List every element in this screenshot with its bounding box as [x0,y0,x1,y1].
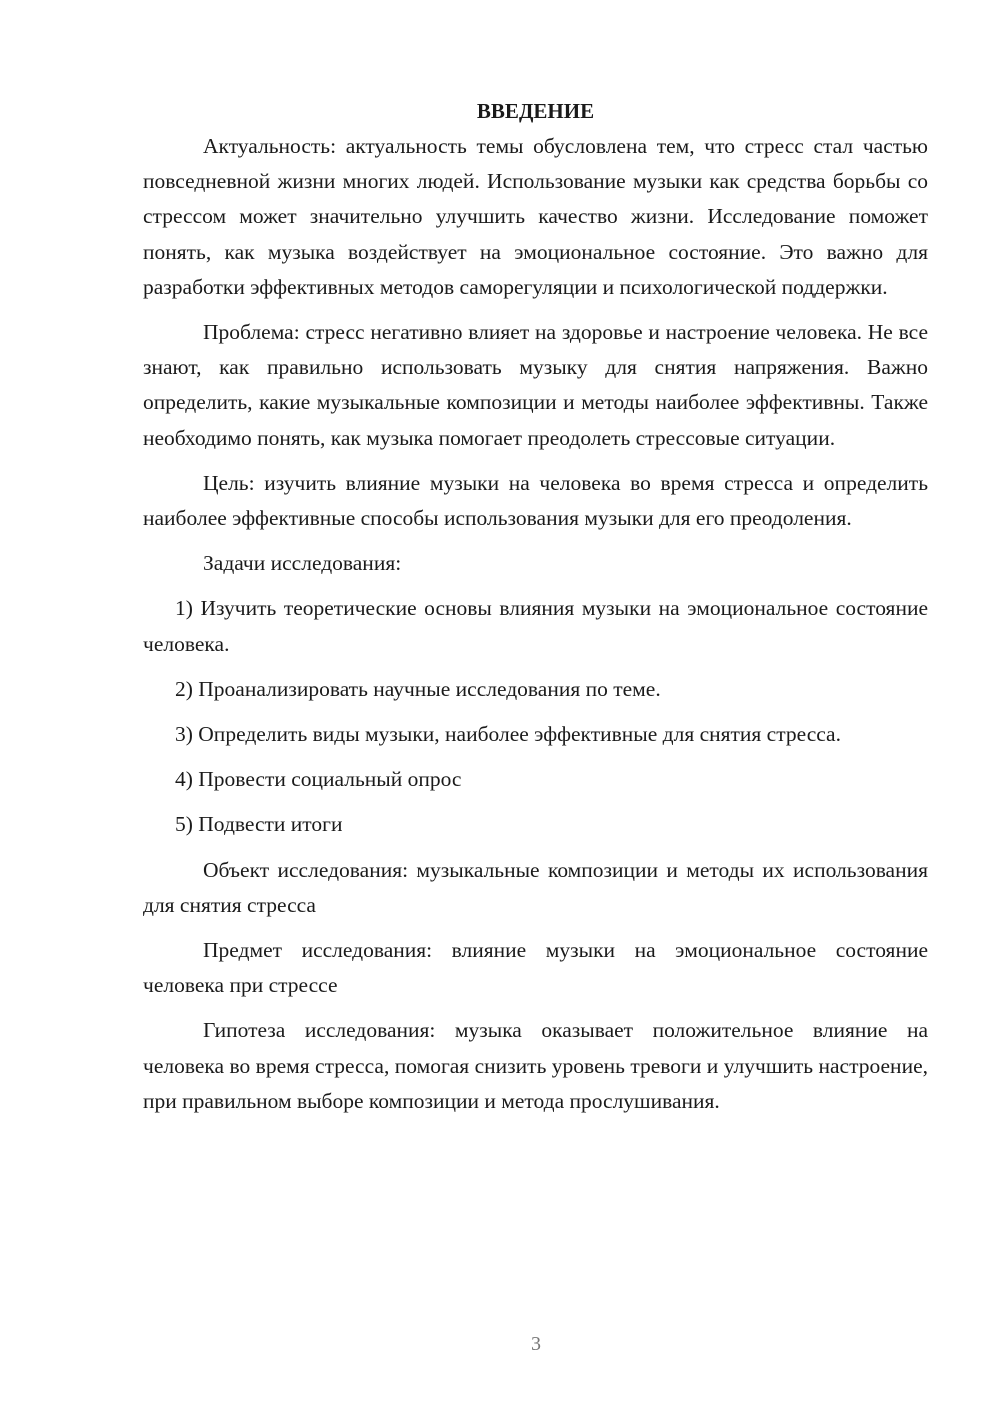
paragraph-spacer [143,536,928,546]
page-number: 3 [531,1333,541,1355]
task-item-3: 3) Определить виды музыки, наиболее эффективные для снятия стресса. [175,722,841,747]
section-title: ВВЕДЕНИЕ [476,99,595,123]
problem-paragraph: Проблема: стресс негативно влияет на здоровье и настроение человека. Не все знают, как правильно использовать музыку для снятия напряжения. Важно определить, какие музыкальные композиции и методы наиболее эффективны. Также необходимо понять, как музыка помогает преодолеть стрессовые ситуации. [143,320,928,450]
paragraph-spacer [143,305,928,315]
task-item-2: 2) Проанализировать научные исследования по теме. [175,676,661,701]
document-body [143,94,928,1119]
task-item-4: 4) Провести социальный опрос [175,767,462,792]
task-item-1: 1) Изучить теоретические основы влияния музыки на эмоциональное состояние человека. [143,596,928,656]
paragraph-spacer [143,456,928,466]
paragraph-spacer [143,581,928,591]
tasks-heading: Задачи исследования: [203,551,402,576]
paragraph-spacer [143,707,928,717]
task-item-5: 5) Подвести итоги [175,812,343,837]
subject-paragraph: Предмет исследования: влияние музыки на эмоциональное состояние человека при стрессе [143,938,928,998]
paragraph-spacer [143,923,928,933]
paragraph-spacer [143,1003,928,1013]
paragraph-spacer [143,662,928,672]
paragraph-spacer [143,797,928,807]
paragraph-spacer [143,752,928,762]
paragraph-spacer [143,843,928,853]
hypothesis-paragraph: Гипотеза исследования: музыка оказывает положительное влияние на человека во время стресса, помогая снизить уровень тревоги и улучшить настроение, при правильном выборе композиции и метода прослушивания. [143,1018,928,1113]
goal-paragraph: Цель: изучить влияние музыки на человека во время стресса и определить наиболее эффективные способы использования музыки для его преодоления. [143,470,928,531]
object-paragraph: Объект исследования: музыкальные композиции и методы их использования для снятия стресса [143,857,928,917]
relevance-paragraph: Актуальность: актуальность темы обусловлена тем, что стресс стал частью повседневной жизни многих людей. Использование музыки как средства борьбы со стрессом может значительно улучшить качество жизни. Исследование поможет понять, как музыка воздействует на эмоциональное состояние. Это важно для разработки эффективных методов саморегуляции и психологической поддержки. [143,134,928,299]
